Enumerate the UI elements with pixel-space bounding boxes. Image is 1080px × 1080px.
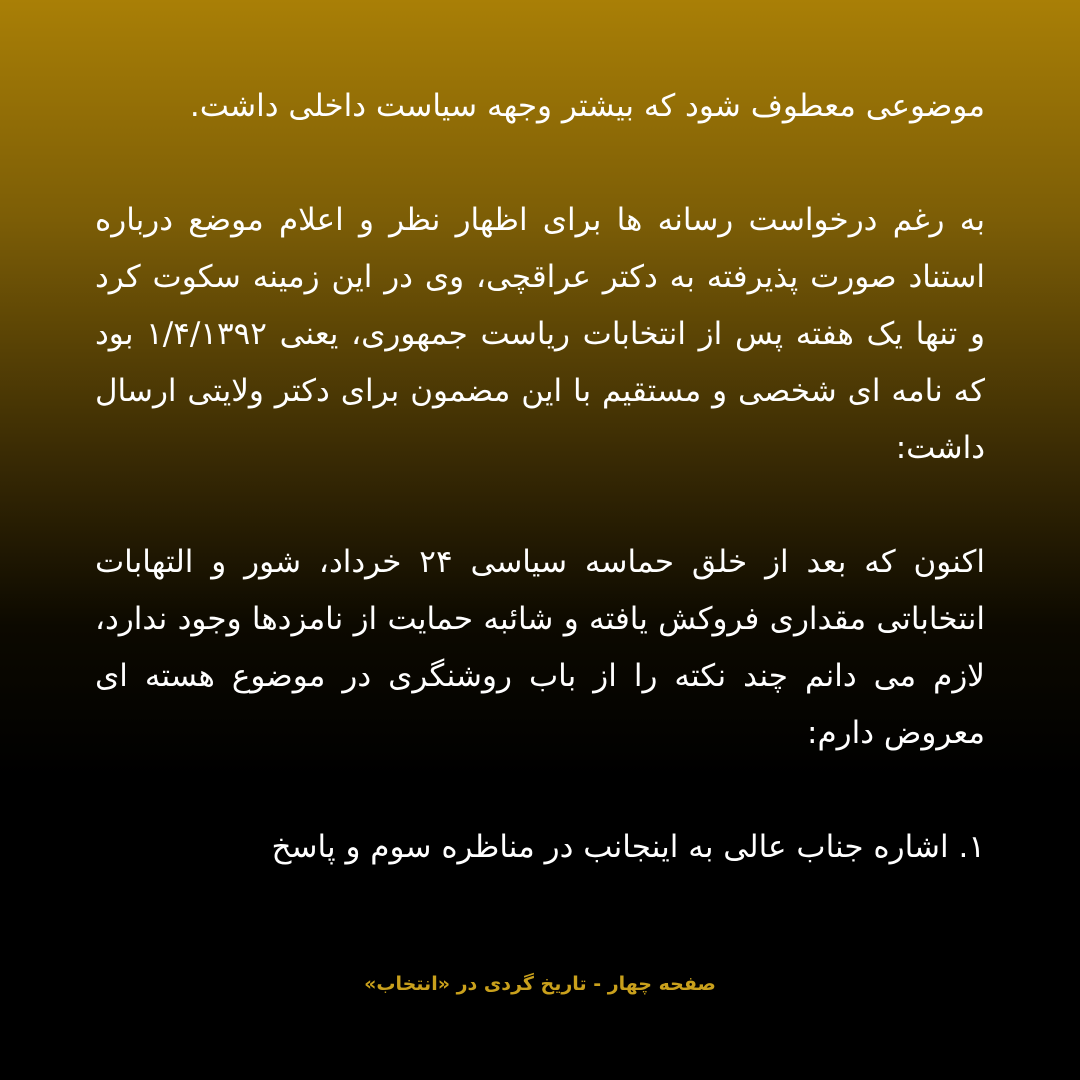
paragraph-1: موضوعی معطوف شود که بیشتر وجهه سیاست داخلی داشت. [189,88,985,124]
page-footer: صفحه چهار - تاریخ گردی در «انتخاب» [364,973,716,995]
paragraph-2: به رغم درخواست رسانه ها برای اظهار نظر و اعلام موضع درباره استناد صورت پذیرفته به دکتر عراقچی، وی در این زمینه سکوت کرد و تنها یک هفته پس از انتخابات ریاست جمهوری، یعنی ۱/۴/۱۳۹۲ بود که نامه ای شخصی و مستقیم با این مضمون برای دکتر ولایتی ارسال داشت: [95,202,985,466]
article-body [95,78,985,876]
paragraph-4: ۱. اشاره جناب عالی به اینجانب در مناظره سوم و پاسخ [271,829,985,865]
paragraph-3: اکنون که بعد از خلق حماسه سیاسی ۲۴ خرداد، شور و التهابات انتخاباتی مقداری فروکش یافته و شائبه حمایت از نامزدها وجود ندارد، لازم می دانم چند نکته را از باب روشنگری در موضوع هسته ای معروض دارم: [95,544,985,751]
